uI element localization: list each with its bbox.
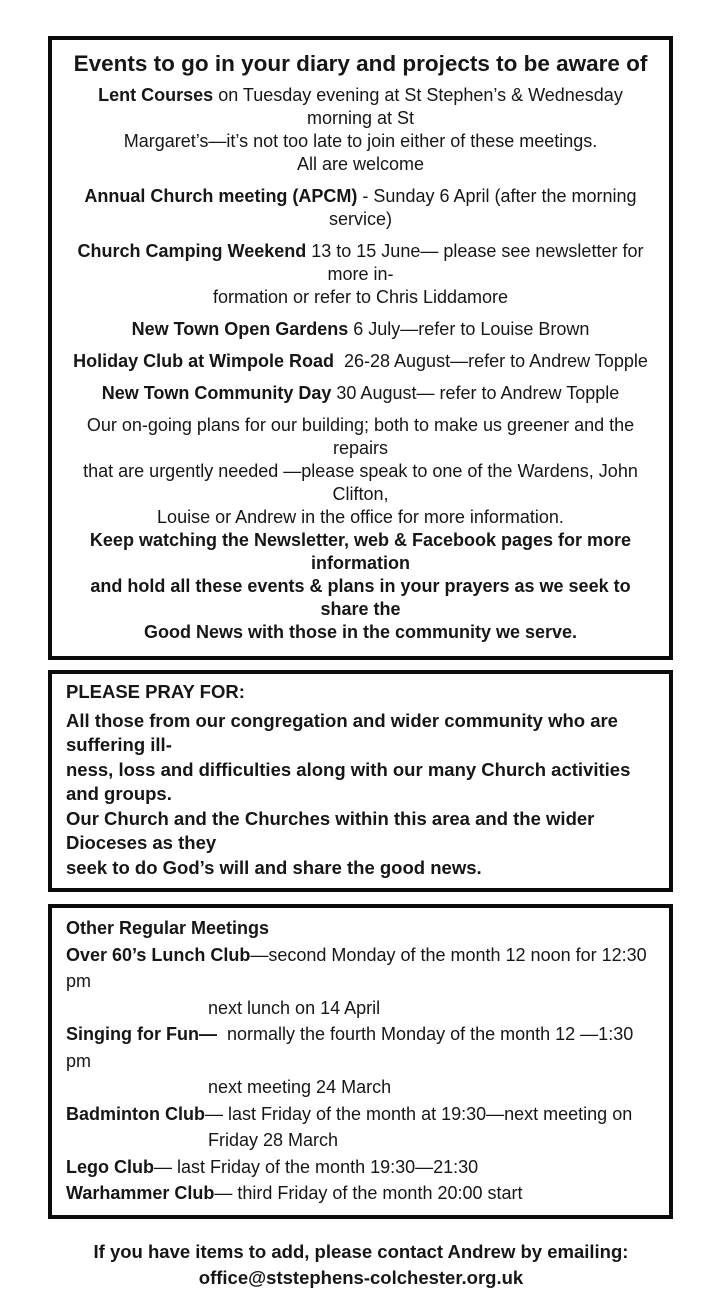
bold-text-segment: Keep watching the Newsletter, web & Facebook pages for more information <box>89 530 637 573</box>
text-line <box>66 1101 655 1128</box>
text-segment: — last Friday of the month at 19:30—next meeting on <box>204 1103 633 1124</box>
bold-text-segment: Over 60’s Lunch Club <box>66 944 251 965</box>
text-segment: 26-28 August—refer to Andrew Topple <box>333 351 648 371</box>
bold-text-segment: All those from our congregation and wider community who are suffering ill- <box>66 709 624 755</box>
bold-text-segment: Singing for Fun— <box>66 1024 217 1044</box>
text-segment: All are welcome <box>296 154 425 174</box>
text-line <box>66 1074 655 1101</box>
bold-text-segment: Annual Church meeting (APCM) <box>84 186 358 206</box>
text-segment: Margaret’s—it’s not too late to join either of these meetings. <box>123 131 598 151</box>
text-segment: Louise or Andrew in the office for more information. <box>157 507 564 527</box>
text-line <box>68 382 653 405</box>
bold-text-segment: and hold all these events & plans in your prayers as we seek to share the <box>90 576 636 619</box>
text-segment: 30 August— refer to Andrew Topple <box>331 383 620 403</box>
text-line <box>68 153 653 176</box>
text-segment: - Sunday 6 April (after the morning service) <box>328 186 642 229</box>
text-line <box>68 414 653 460</box>
text-segment: that are urgently needed —please speak to one of the Wardens, John Clifton, <box>83 461 643 504</box>
bold-text-segment: New Town Open Gardens <box>131 319 349 339</box>
text-line <box>68 84 653 130</box>
text-segment: Friday 28 March <box>208 1130 339 1150</box>
text-segment: formation or refer to Chris Liddamore <box>212 287 509 307</box>
text-segment: — last Friday of the month 19:30—21:30 <box>154 1156 479 1177</box>
meetings-title: Other Regular Meetings <box>66 918 270 938</box>
text-segment: next meeting 24 March <box>208 1077 392 1097</box>
text-segment: 6 July—refer to Louise Brown <box>348 319 590 339</box>
text-line <box>68 506 653 529</box>
pray-title: PLEASE PRAY FOR: <box>66 681 245 702</box>
text-segment: next lunch on 14 April <box>208 997 381 1018</box>
paragraph <box>68 84 653 176</box>
text-line <box>68 286 653 309</box>
text-line <box>66 758 655 807</box>
text-segment: Our on-going plans for our building; both to make us greener and the repairs <box>86 415 640 458</box>
text-line <box>68 460 653 506</box>
text-line <box>66 1180 655 1207</box>
text-line <box>66 995 655 1022</box>
bold-text-segment: Holiday Club at Wimpole Road <box>73 351 334 371</box>
events-paragraphs <box>68 84 653 644</box>
text-line <box>68 621 653 644</box>
text-line <box>66 1021 655 1074</box>
text-line <box>68 318 653 341</box>
footer-contact-text: If you have items to add, please contact Andrew by emailing: <box>93 1240 629 1262</box>
text-line <box>68 130 653 153</box>
paragraph <box>68 240 653 309</box>
text-segment: 13 to 15 June— please see newsletter for more in- <box>306 241 649 284</box>
paragraph <box>68 350 653 373</box>
text-line <box>68 575 653 621</box>
bold-text-segment: seek to do God’s will and share the good news. <box>66 856 482 878</box>
paragraph <box>68 318 653 341</box>
bold-text-segment: New Town Community Day <box>101 383 332 403</box>
paragraph <box>68 414 653 644</box>
bold-text-segment: Lego Club <box>66 1156 154 1177</box>
text-segment: — third Friday of the month 20:00 start <box>214 1183 523 1203</box>
paragraph <box>68 185 653 231</box>
bold-text-segment: Lent Courses <box>98 85 214 105</box>
text-segment: normally the fourth Monday of the month 12 —1:30 pm <box>66 1024 639 1071</box>
pray-body <box>66 709 655 881</box>
text-line <box>66 807 655 856</box>
text-line <box>68 185 653 231</box>
bold-text-segment: Good News with those in the community we serve. <box>143 622 578 642</box>
bold-text-segment: Badminton Club <box>66 1103 205 1124</box>
paragraph <box>68 382 653 405</box>
bold-text-segment: Our Church and the Churches within this area and the wider Dioceses as they <box>66 807 600 853</box>
bold-text-segment: ness, loss and difficulties along with our many Church activities and groups. <box>66 758 636 804</box>
text-line <box>66 1127 655 1154</box>
text-segment: on Tuesday evening at St Stephen’s & Wednesday morning at St <box>213 85 628 128</box>
text-line <box>66 942 655 995</box>
text-line <box>66 1154 655 1181</box>
text-segment: —second Monday of the month 12 noon for 12:30 pm <box>66 944 652 991</box>
newsletter-page <box>0 36 722 1288</box>
text-line <box>66 856 655 881</box>
bold-text-segment: Warhammer Club <box>66 1183 215 1203</box>
meetings-list <box>66 942 655 1207</box>
meetings-box <box>48 904 673 1219</box>
text-line <box>68 240 653 286</box>
text-line <box>68 529 653 575</box>
events-title: Events to go in your diary and projects to be aware of <box>73 51 648 76</box>
text-line <box>68 350 653 373</box>
pray-box <box>48 670 673 892</box>
events-box <box>48 36 673 660</box>
bold-text-segment: Church Camping Weekend <box>77 241 307 261</box>
text-line <box>66 709 655 758</box>
footer-email: office@ststephens-colchester.org.uk <box>198 1266 524 1288</box>
footer-contact <box>0 1239 722 1291</box>
